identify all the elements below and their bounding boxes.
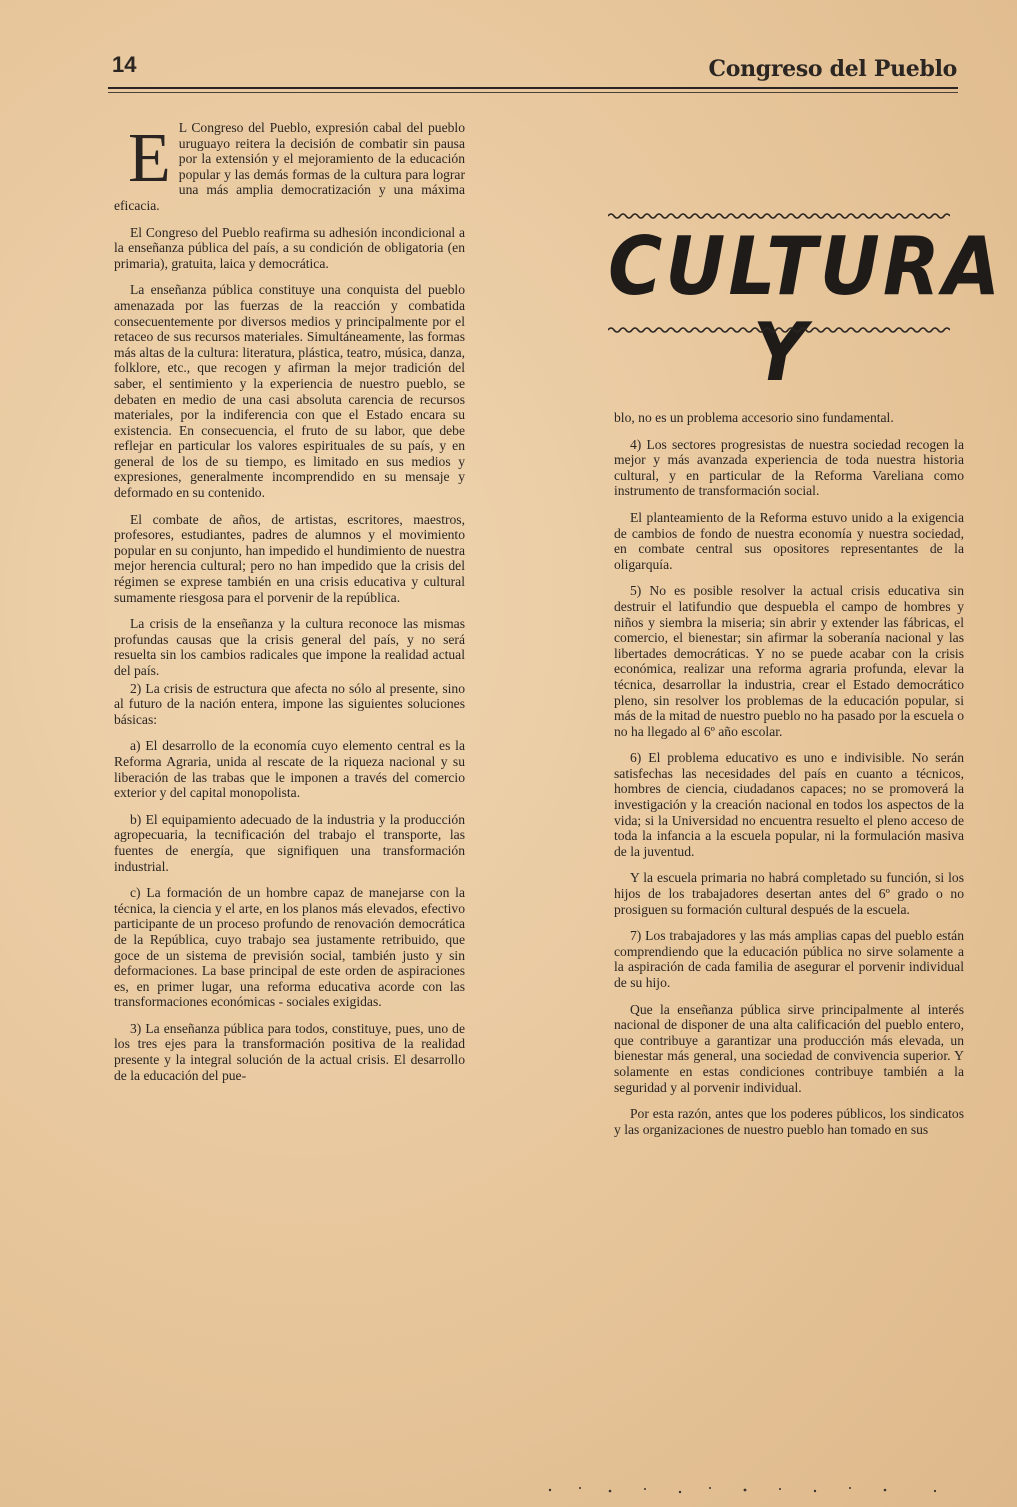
feature-title: CULTURA Y: [608, 220, 1004, 400]
paragraph: Y la escuela primaria no habrá completado su función, si los hijos de los trabajadores desertan antes del 6º grado o no prosiguen su formación cultural después de la escuela.: [614, 870, 964, 917]
print-speckle: [540, 1482, 960, 1498]
right-column: [614, 410, 964, 1148]
paragraph: El Congreso del Pueblo reafirma su adhesión incondicional a la enseñanza pública del país, a su condición de obligatoria (en primaria), gratuita, laica y democrática.: [114, 224, 465, 271]
left-column: [114, 120, 465, 1094]
paragraph: a) El desarrollo de la economía cuyo elemento central es la Reforma Agraria, unida al rescate de la riqueza nacional y su liberación de las trabas que le imponen a través del comercio exterior y del capital monopolista.: [114, 738, 465, 801]
paragraph: c) La formación de un hombre capaz de manejarse con la técnica, la ciencia y el arte, en los planos más elevados, efectivo participante de un proceso profundo de renovación democrática de la República, cuyo trabajo sea justamente retribuido, que goce de un sistema de previsión social, también justo y sin deformaciones. La base principal de este orden de aspiraciones es, en primer lugar, una reforma educativa acorde con las transformaciones económicas - sociales exigidas.: [114, 885, 465, 1010]
paragraph: 7) Los trabajadores y las más amplias capas del pueblo están comprendiendo que la educación pública no sirve solamente a la aspiración de cada familia de asegurar el porvenir individual de su hijo.: [614, 928, 964, 990]
paragraph: 5) No es posible resolver la actual crisis educativa sin destruir el latifundio que despuebla el campo de hombres y niños y siembra la miseria; sin abrir y extender las fábricas, el comercio, el bienestar; sin afirmar la soberanía nacional y las libertades democráticas. Y no se puede acabar con la crisis económica, realizar una reforma agraria profunda, elevar la técnica, desarrollar la industria, crear el Estado democrático pleno, sin resolver los problemas de la educación popular, si más de la mitad de nuestro pueblo no ha pasado por la escuela o no ha llegado al 6º año escolar.: [614, 583, 964, 739]
paragraph: 6) El problema educativo es uno e indivisible. No serán satisfechas las necesidades del país en cuanto a técnicos, hombres de ciencia, ciudadanos capaces; no se promoverá la investigación y la creación nacional en todos los aspectos de la vida; si la Universidad no encuentra resuelto el pleno acceso de toda la infancia a la escuela popular, ni la formulación masiva de la juventud.: [614, 750, 964, 859]
paragraph: b) El equipamiento adecuado de la industria y la producción agropecuaria, la tecnificación del trabajo el transporte, las fuentes de energía, que signifiquen una transformación industrial.: [114, 811, 465, 874]
paragraph: La enseñanza pública constituye una conquista del pueblo amenazada por las fuerzas de la reacción y combatida consecuentemente por diversos medios y principalmente por el retaceo de sus recursos materiales. Simultáneamente, las formas más altas de la cultura: literatura, plástica, teatro, música, danza, folklore, etc., que recogen y afirman la mejor tradición del saber, el sentimiento y la experiencia de nuestro pueblo, se debaten en medio de una casi absoluta carencia de recursos materiales, por la indiferencia con que el Estado encara su existencia. En consecuencia, el fruto de su labor, que debe reflejar en particular los valores espirituales de su país, y en general de los de su tiempo, es limitado en sus medios y expresiones, generalmente incomprendido en su mensaje y deformado en su contenido.: [114, 282, 465, 501]
paragraph: Por esta razón, antes que los poderes públicos, los sindicatos y las organizaciones de nuestro pueblo han tomado en sus: [614, 1106, 964, 1137]
paragraph: 2) La crisis de estructura que afecta no sólo al presente, sino al futuro de la nación entera, impone las siguientes soluciones básicas:: [114, 680, 465, 727]
wavy-rule-bottom: [608, 326, 950, 334]
section-title: Congreso del Pueblo: [708, 56, 957, 82]
paragraph: La crisis de la enseñanza y la cultura reconoce las mismas profundas causas que la crisis general del país, y no será resuelta sin los cambios radicales que impone la realidad actual del país.: [114, 616, 465, 678]
page-number: 14: [112, 52, 137, 77]
header-rule-thin: [108, 92, 958, 93]
paragraph-text: L Congreso del Pueblo, expresión cabal del pueblo uruguayo reitera la decisión de combatir sin pausa por la extensión y el mejoramiento de la educación popular y las demás formas de la cultura para lograr una más amplia democratización y una máxima eficacia.: [114, 120, 465, 213]
drop-cap: E: [128, 120, 171, 197]
paragraph: 4) Los sectores progresistas de nuestra sociedad recogen la mejor y más avanzada experiencia de toda nuestra historia cultural, y en particular de la Reforma Vareliana como instrumento de transformación social.: [614, 436, 964, 499]
paragraph: 3) La enseñanza pública para todos, constituye, pues, uno de los tres ejes para la transformación positiva de la realidad presente y la integral solución de la actual crisis. El desarrollo de la educación del pue-: [114, 1020, 465, 1083]
wavy-rule-top: [608, 212, 950, 220]
header-rule: [108, 87, 958, 89]
paragraph: El planteamiento de la Reforma estuvo unido a la exigencia de cambios de fondo de nuestra economía y nuestra sociedad, en combate central sus opositores representantes de la oligarquía.: [614, 509, 964, 572]
intro-paragraph: [114, 120, 465, 214]
paragraph: blo, no es un problema accesorio sino fundamental.: [614, 410, 894, 425]
paragraph: Que la enseñanza pública sirve principalmente al interés nacional de disponer de una alta calificación del pueblo entero, que contribuye a garantizar una producción más elevada, un bienestar más general, una sociedad de convivencia superior. Y solamente en estas condiciones contribuye también a la seguridad y al porvenir individual.: [614, 1001, 964, 1095]
paragraph: El combate de años, de artistas, escritores, maestros, profesores, estudiantes, padres de alumnos y el movimiento popular en su conjunto, han impedido el hundimiento de nuestra mejor herencia cultural; pero no han impedido que la crisis del régimen se exprese también en una crisis educativa y cultural sumamente riesgosa para el porvenir de la república.: [114, 511, 465, 605]
